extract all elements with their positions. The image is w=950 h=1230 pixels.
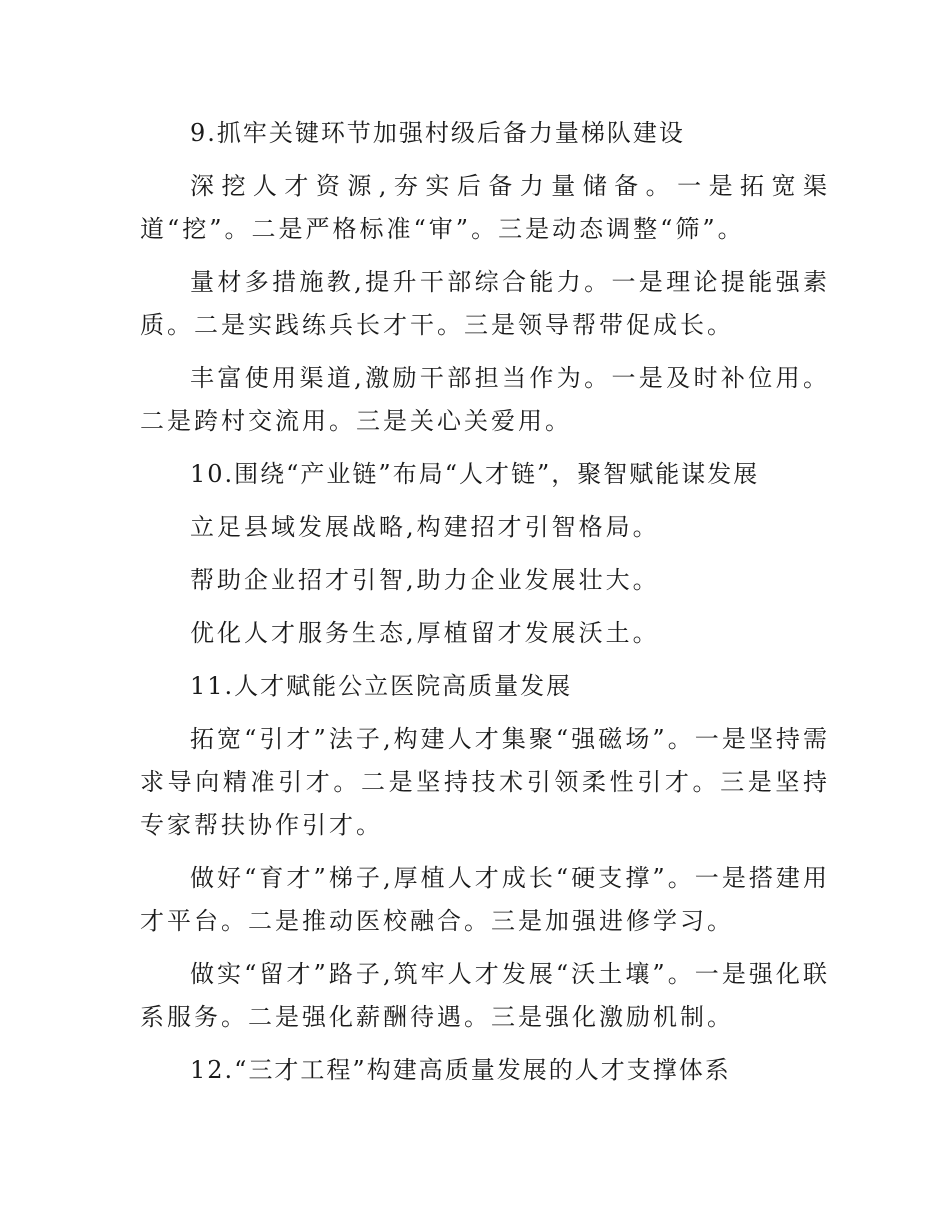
paragraph: 拓宽“引才”法子,构建人才集聚“强磁场”。一是坚持需求导向精准引才。二是坚持技术引领柔性引才。三是坚持专家帮扶协作引才。	[140, 725, 830, 839]
paragraph: 优化人才服务生态,厚植留才发展沃土。	[190, 619, 660, 647]
paragraph: 丰富使用渠道,激励干部担当作为。一是及时补位用。二是跨村交流用。三是关心关爱用。	[140, 364, 830, 435]
paragraph: 深挖人才资源,夯实后备力量储备。一是拓宽渠道“挖”。二是严格标准“审”。三是动态调整“筛”。	[140, 172, 830, 243]
section-heading-10: 10.围绕“产业链”布局“人才链”，聚智赋能谋发展	[190, 460, 760, 488]
paragraph: 立足县域发展战略,构建招才引智格局。	[190, 513, 660, 541]
section-heading-9: 9.抓牢关键环节加强村级后备力量梯队建设	[190, 119, 685, 147]
paragraph: 做好“育才”梯子,厚植人才成长“硬支撑”。一是搭建用才平台。二是推动医校融合。三是加强进修学习。	[140, 864, 830, 935]
paragraph: 帮助企业招才引智,助力企业发展壮大。	[190, 566, 660, 594]
paragraph: 量材多措施教,提升干部综合能力。一是理论提能强素质。二是实践练兵长才干。三是领导帮带促成长。	[140, 268, 830, 339]
paragraph: 做实“留才”路子,筑牢人才发展“沃土壤”。一是强化联系服务。二是强化薪酬待遇。三是强化激励机制。	[140, 960, 830, 1031]
document-page	[140, 112, 830, 1102]
section-heading-11: 11.人才赋能公立医院高质量发展	[190, 672, 573, 700]
section-heading-12: 12.“三才工程”构建高质量发展的人才支撑体系	[190, 1056, 731, 1084]
